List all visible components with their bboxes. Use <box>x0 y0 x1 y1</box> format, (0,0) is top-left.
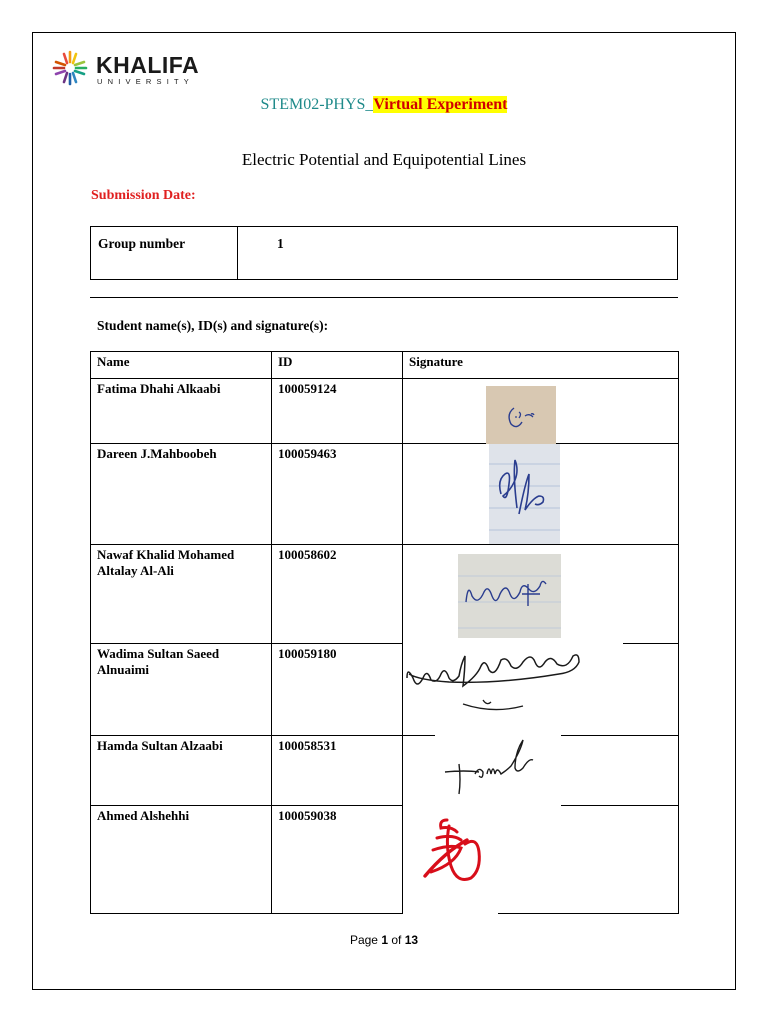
student-id: 100059038 <box>272 806 403 914</box>
table-row <box>91 644 679 736</box>
signature-cell <box>403 644 679 736</box>
student-name: Nawaf Khalid Mohamed Altalay Al-Ali <box>91 545 272 644</box>
student-name: Wadima Sultan Saeed Alnuaimi <box>91 644 272 736</box>
signature-4-image <box>403 638 623 730</box>
footer-page-current: 1 <box>381 933 388 947</box>
signature-1-image <box>486 386 556 444</box>
table-row <box>91 736 679 806</box>
signature-3-image <box>458 554 561 640</box>
table-row <box>91 806 679 914</box>
course-code: STEM02-PHYS_ <box>260 96 374 113</box>
column-header-signature: Signature <box>403 352 679 379</box>
students-section-label: Student name(s), ID(s) and signature(s): <box>97 318 329 333</box>
student-id: 100058531 <box>272 736 403 806</box>
table-row <box>91 444 679 545</box>
student-name: Fatima Dhahi Alkaabi <box>91 379 272 444</box>
footer-page-total: 13 <box>404 933 419 947</box>
student-id: 100058602 <box>272 545 403 644</box>
logo-name: KHALIFA <box>96 52 200 78</box>
signature-cell <box>403 444 679 545</box>
column-header-name: Name <box>91 352 272 379</box>
document-title: Electric Potential and Equipotential Lines <box>241 150 527 169</box>
page-footer <box>0 933 768 947</box>
group-number-value: 1 <box>277 236 284 251</box>
course-highlight: Virtual Experiment <box>373 96 508 113</box>
student-name: Hamda Sultan Alzaabi <box>91 736 272 806</box>
signature-cell <box>403 806 679 914</box>
students-table <box>90 351 679 914</box>
course-line <box>0 96 768 114</box>
student-id: 100059463 <box>272 444 403 545</box>
group-number-label: Group number <box>91 227 238 279</box>
submission-date-label: Submission Date: <box>91 188 196 203</box>
student-name: Dareen J.Mahboobeh <box>91 444 272 545</box>
signature-cell <box>403 736 679 806</box>
signature-cell <box>403 545 679 644</box>
footer-page-prefix: Page <box>349 933 378 947</box>
student-id: 100059124 <box>272 379 403 444</box>
logo-subtitle: UNIVERSITY <box>97 77 195 86</box>
signature-2-image <box>489 444 560 544</box>
signature-cell <box>403 379 679 444</box>
signature-5-image <box>435 730 561 806</box>
footer-page-of: of <box>391 933 402 947</box>
student-name: Ahmed Alshehhi <box>91 806 272 914</box>
table-header-row <box>91 352 679 379</box>
group-table <box>90 226 678 280</box>
column-header-id: ID <box>272 352 403 379</box>
table-row <box>91 545 679 644</box>
table-row <box>91 379 679 444</box>
divider <box>90 297 678 298</box>
signature-6-image <box>403 804 498 916</box>
student-id: 100059180 <box>272 644 403 736</box>
